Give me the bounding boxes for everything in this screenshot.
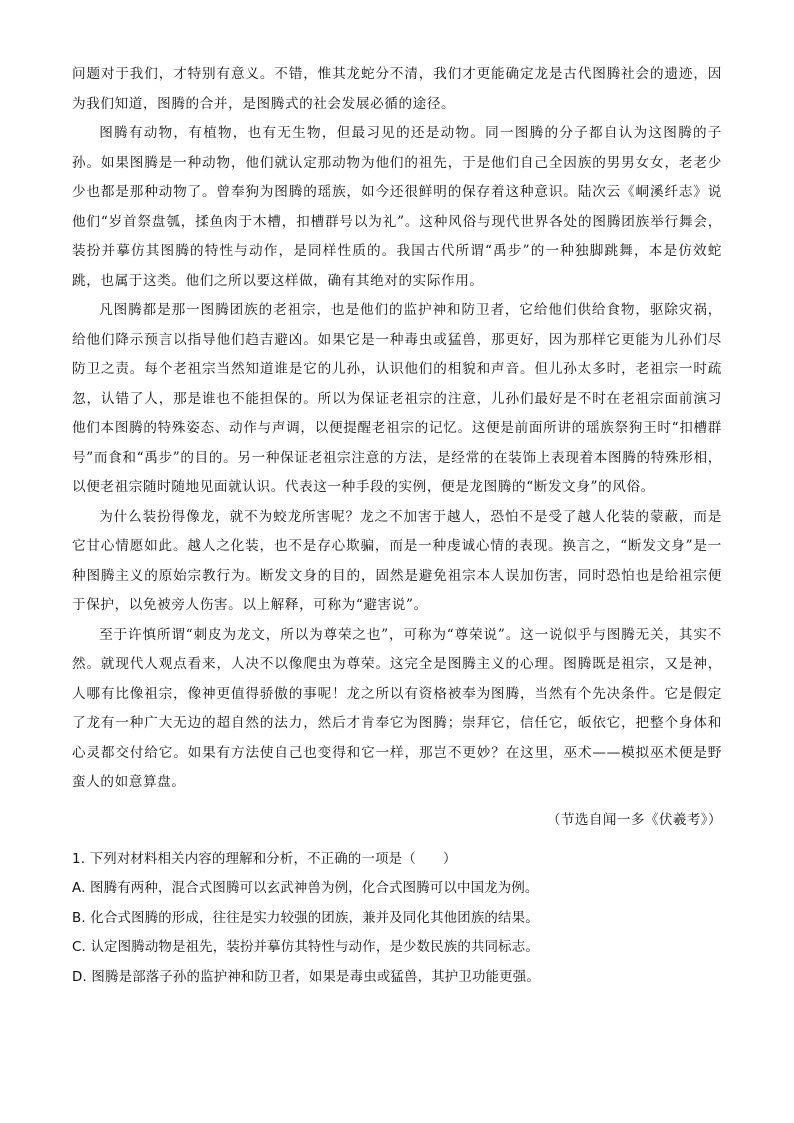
paragraph-3: 凡图腾都是那一图腾团族的老祖宗，也是他们的监护神和防卫者，它给他们供给食物，驱除灾祸，给他们降示预言以指导他们趋吉避凶。如果它是一种毒虫或猛兽，那更好，因为那样它更能为儿孙们尽防卫之责。每个老祖宗当然知道谁是它的儿孙，认识他们的相貌和声音。但儿孙太多时，老祖宗一时疏忽，认错了人，那是谁也不能担保的。所以为保证老祖宗的注意，儿孙们最好是不时在老祖宗面前演习他们本图腾的特殊姿态、动作与声调，以便提醒老祖宗的记忆。这便是前面所讲的瑶族祭狗王时“扣槽群号”而食和“禹步”的目的。另一种保证老祖宗注意的方法，是经常的在装饰上表现着本图腾的特殊形相，以便老祖宗随时随地见面就认识。代表这一种手段的实例，便是龙图腾的“断发文身”的风俗。 <box>72 302 722 495</box>
question-section <box>72 845 722 993</box>
document-page <box>72 60 722 992</box>
question-1-option-b[interactable]: B. 化合式图腾的形成，往往是实力较强的团族，兼并及同化其他团族的结果。 <box>72 910 539 926</box>
paragraph-4: 为什么装扮得像龙，就不为蛟龙所害呢？龙之不加害于越人，恐怕不是受了越人化装的蒙蔽，而是它甘心情愿如此。越人之化装，也不是存心欺骗，而是一种虔诚心情的表现。换言之，“断发文身”是一种图腾主义的原始宗教行为。断发文身的目的，固然是避免祖宗本人误加伤害，同时恐怕也是给祖宗便于保护，以免被旁人伤害。以上解释，可称为“避害说”。 <box>72 508 722 613</box>
question-1-option-c[interactable]: C. 认定图腾动物是祖先，装扮并摹仿其特性与动作，是少数民族的共同标志。 <box>72 940 539 955</box>
question-1-option-d[interactable]: D. 图腾是部落子孙的监护神和防卫者，如果是毒虫或猛兽，其护卫功能更强。 <box>72 969 540 985</box>
paragraph-5: 至于许慎所谓“刺皮为龙文，所以为尊荣之也”，可称为“尊荣说”。这一说似乎与图腾无关，其实不然。就现代人观点看来，人决不以像爬虫为尊荣。这完全是图腾主义的心理。图腾既是祖宗，又是神，人哪有比像祖宗，像神更值得骄傲的事呢！龙之所以有资格被奉为图腾，当然有个先决条件。它是假定了龙有一种广大无边的超自然的法力，然后才肯奉它为图腾；崇拜它，信任它，皈依它，把整个身体和心灵都交付给它。如果有方法使自己也变得和它一样，那岂不更妙？在这里，巫术——模拟巫术便是野蛮人的如意算盘。 <box>72 626 722 790</box>
question-1-stem: 1. 下列对材料相关内容的理解和分析，不正确的一项是（ ） <box>72 851 457 867</box>
question-1-option-a[interactable]: A. 图腾有两种，混合式图腾可以玄武神兽为例，化合式图腾可以中国龙为例。 <box>72 881 539 896</box>
source-citation: （节选自闻一多《伏羲考》） <box>546 811 722 828</box>
passage <box>72 60 722 835</box>
paragraph-1: 问题对于我们，才特别有意义。不错，惟其龙蛇分不清，我们才更能确定龙是古代图腾社会的遗迹，因为我们知道，图腾的合并，是图腾式的社会发展必循的途径。 <box>72 66 722 112</box>
paragraph-2: 图腾有动物，有植物，也有无生物，但最习见的还是动物。同一图腾的分子都自认为这图腾的子孙。如果图腾是一种动物，他们就认定那动物为他们的祖先，于是他们自己全因族的男男女女，老老少少也都是那种动物了。曾奉狗为图腾的瑶族，如今还很鲜明的保存着这种意识。陆次云《峒溪纤志》说他们“岁首祭盘瓠，揉鱼肉于木槽，扣槽群号以为礼”。这种风俗与现代世界各处的图腾团族举行舞会，装扮并摹仿其图腾的特性与动作，是同样性质的。我国古代所谓“禹步”的一种独脚跳舞，本是仿效蛇跳，也属于这类。他们之所以要这样做，确有其绝对的实际作用。 <box>72 125 722 289</box>
